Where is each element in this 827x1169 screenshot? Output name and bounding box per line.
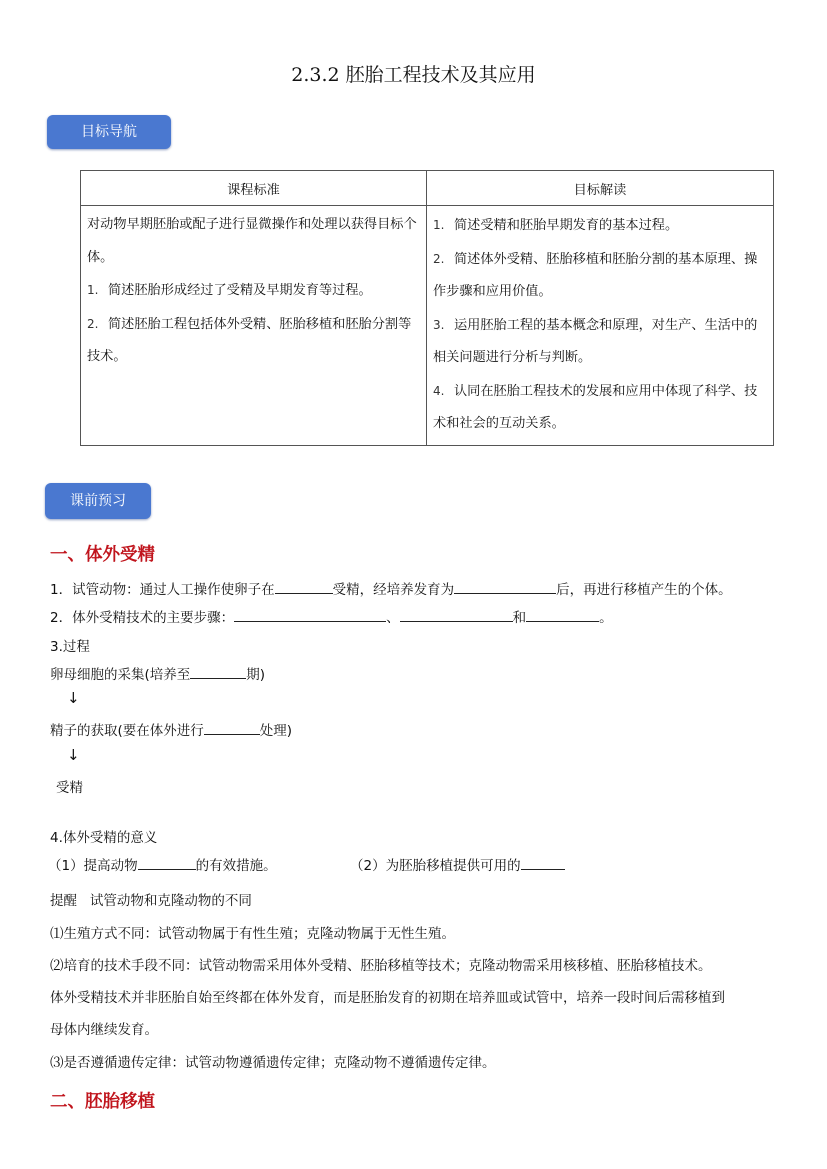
question-3: 3.过程 xyxy=(50,639,90,655)
section-heading-embryo-transfer: 二、胚胎移植 xyxy=(50,1092,155,1112)
goals-table xyxy=(80,170,774,446)
goals-nav-tag: 目标导航 xyxy=(47,115,171,149)
flow-step-oocyte: 卵母细胞的采集(培养至 期) xyxy=(50,663,265,683)
answer-blank[interactable] xyxy=(138,855,196,870)
answer-blank[interactable] xyxy=(454,579,556,594)
question-4-item-2: （2）为胚胎移植提供可用的 xyxy=(350,854,565,874)
page-title: 2.3.2 胚胎工程技术及其应用 xyxy=(291,64,536,86)
reminder-point-1: ⑴生殖方式不同：试管动物属于有性生殖；克隆动物属于无性生殖。 xyxy=(50,926,455,942)
reminder-point-2-detail-cont: 母体内继续发育。 xyxy=(50,1022,158,1038)
reminder-title: 提醒 试管动物和克隆动物的不同 xyxy=(50,893,252,909)
question-4: 4.体外受精的意义 xyxy=(50,830,158,846)
goal-interpretation-cell xyxy=(427,206,774,446)
standard-intro: 对动物早期胚胎或配子进行显微操作和处理以获得目标个体。 xyxy=(87,217,417,265)
answer-blank[interactable] xyxy=(190,664,246,679)
section-heading-ivf: 一、体外受精 xyxy=(50,545,155,565)
flow-step-fertilization: 受精 xyxy=(56,780,83,796)
arrow-down-icon: ↓ xyxy=(67,746,80,764)
preview-tag: 课前预习 xyxy=(45,483,151,519)
header-course-standard: 课程标准 xyxy=(81,171,427,206)
goal-item: 3. 运用胚胎工程的基本概念和原理，对生产、生活中的相关问题进行分析与判断。 xyxy=(433,317,758,365)
answer-blank[interactable] xyxy=(400,607,513,622)
header-goal-interpretation: 目标解读 xyxy=(427,171,774,206)
goal-item: 4. 认同在胚胎工程技术的发展和应用中体现了科学、技术和社会的互动关系。 xyxy=(433,383,758,431)
standard-item: 1. 简述胚胎形成经过了受精及早期发育等过程。 xyxy=(87,283,372,298)
reminder-point-2: ⑵培育的技术手段不同：试管动物需采用体外受精、胚胎移植等技术；克隆动物需采用核移植、胚胎移植技术。 xyxy=(50,958,712,974)
answer-blank[interactable] xyxy=(526,607,599,622)
answer-blank[interactable] xyxy=(275,579,333,594)
course-standard-cell xyxy=(81,206,427,446)
standard-item: 2. 简述胚胎工程包括体外受精、胚胎移植和胚胎分割等技术。 xyxy=(87,316,412,364)
reminder-point-3: ⑶是否遵循遗传定律：试管动物遵循遗传定律；克隆动物不遵循遗传定律。 xyxy=(50,1055,496,1071)
answer-blank[interactable] xyxy=(521,855,565,870)
question-4-item-1: （1）提高动物 的有效措施。 xyxy=(48,854,277,874)
goal-item: 2. 简述体外受精、胚胎移植和胚胎分割的基本原理、操作步骤和应用价值。 xyxy=(433,251,758,299)
flow-step-sperm: 精子的获取(要在体外进行 处理) xyxy=(50,719,292,739)
answer-blank[interactable] xyxy=(234,607,386,622)
arrow-down-icon: ↓ xyxy=(67,689,80,707)
question-1: 1．试管动物：通过人工操作使卵子在 受精，经培养发育为 后，再进行移植产生的个体。 xyxy=(50,578,732,598)
question-2: 2．体外受精技术的主要步骤： 、 和 。 xyxy=(50,606,613,626)
reminder-point-2-detail: 体外受精技术并非胚胎自始至终都在体外发育，而是胚胎发育的初期在培养皿或试管中，培养一段时间后需移植到 xyxy=(50,990,725,1006)
answer-blank[interactable] xyxy=(204,720,260,735)
goal-item: 1. 简述受精和胚胎早期发育的基本过程。 xyxy=(433,218,679,233)
